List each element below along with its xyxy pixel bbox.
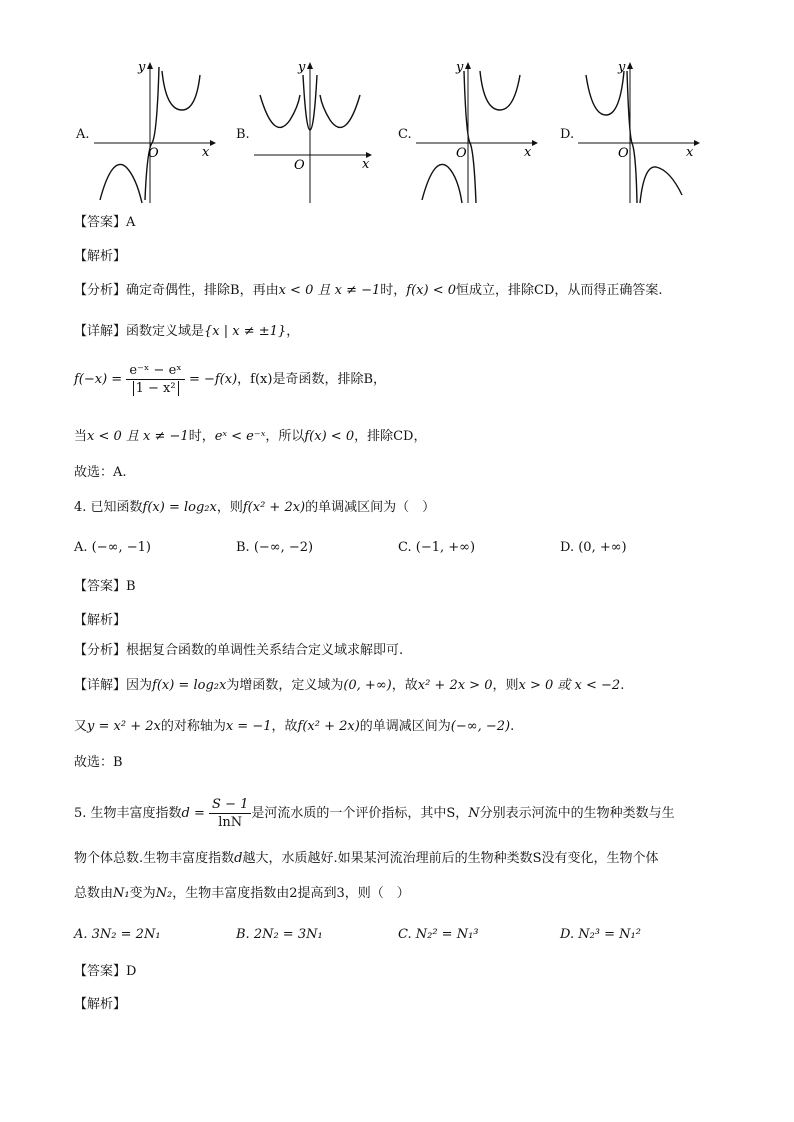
graph-b	[252, 55, 377, 205]
q5-stem-text-2: 是河流水质的一个评价指标，其中S，	[251, 806, 469, 821]
q4-stem	[74, 499, 435, 517]
q4-line2-text-1: 又	[74, 719, 88, 734]
q3-line3-text-1: 当	[74, 429, 88, 444]
q4-option-a: A. (−∞, −1)	[74, 540, 151, 555]
q5-frac-num: S − 1	[209, 796, 251, 814]
q4-answer: 【答案】B	[74, 579, 136, 594]
q5-fraction	[209, 796, 251, 831]
q4-detail-line2	[74, 718, 514, 736]
q4-line2-axis: x = −1	[225, 719, 272, 734]
graph-a-x-label: x	[202, 145, 210, 160]
q3-answer: 【答案】A	[74, 215, 136, 230]
q4-detail-text-5: .	[620, 678, 625, 693]
graph-b-x-label: x	[362, 157, 370, 172]
graph-b-y-label: y	[298, 60, 306, 75]
q5-stem-line3	[74, 885, 410, 903]
q5-frac-den: lnN	[218, 815, 243, 830]
q3-line3-cond: x < 0 且 x ≠ −1	[87, 429, 189, 444]
q3-analysis	[74, 282, 663, 300]
q5-stem-line2	[74, 850, 659, 868]
q5-option-a: A. 3N₂ = 2N₁	[74, 927, 161, 942]
q4-stem-text-1: 4. 已知函数	[74, 500, 143, 515]
q3-line3-res: f(x) < 0	[304, 429, 355, 444]
q3-frac-num: e⁻ˣ − eˣ	[126, 362, 184, 380]
q5-line3-text-3: ，生物丰富度指数由2提高到3，则（ ）	[172, 886, 410, 901]
q4-detail-text-2: 为增函数，定义域为	[226, 678, 344, 693]
q3-analysis-text-3: 恒成立，排除CD，从而得正确答案.	[456, 283, 663, 298]
q4-detail-dom: (0, +∞)	[343, 678, 392, 693]
q3-domain: {x | x ≠ ±1}	[204, 324, 287, 339]
q4-detail-line1	[74, 677, 624, 695]
q5-option-d: D. N₂³ = N₁²	[560, 927, 641, 942]
q4-option-d: D. (0, +∞)	[560, 540, 627, 555]
q4-detail-f: f(x) = log₂x	[152, 678, 227, 693]
q5-line2-text-1: 物个体总数.生物丰富度指数	[74, 851, 235, 866]
q5-jiexi: 【解析】	[74, 997, 127, 1012]
q4-line2-text-4: 的单调减区间为	[359, 719, 451, 734]
graph-d	[576, 55, 701, 205]
q5-line3-text-1: 总数由	[74, 886, 114, 901]
q4-option-b: B. (−∞, −2)	[236, 540, 314, 555]
q4-stem-text-3: 的单调减区间为（ ）	[305, 500, 436, 515]
q5-option-b: B. 2N₂ = 3N₁	[236, 927, 323, 942]
q3-line3-text-3: ，所以	[265, 429, 305, 444]
q4-stem-text-2: ，则	[216, 500, 243, 515]
q3-frac-den: 1 − x²	[133, 381, 179, 396]
graph-b-origin: O	[294, 158, 305, 173]
q4-line2-y: y = x² + 2x	[87, 719, 161, 734]
q4-detail-text-1: 【详解】因为	[74, 678, 153, 693]
q4-line2-g: f(x² + 2x)	[297, 719, 360, 734]
graph-d-y-label: y	[618, 60, 626, 75]
graph-d-x-label: x	[686, 145, 694, 160]
q4-line2-text-2: 的对称轴为	[160, 719, 226, 734]
q3-analysis-ineq: f(x) < 0	[406, 283, 456, 298]
q4-line2-text-5: .	[510, 719, 515, 734]
q3-analysis-cond: x < 0 且 x ≠ −1	[278, 283, 381, 298]
q3-analysis-tag: 【分析】	[74, 283, 127, 298]
q4-detail-text-4: ，则	[492, 678, 519, 693]
q3-detail-tag: 【详解】	[74, 324, 127, 339]
q5-answer: 【答案】D	[74, 964, 137, 979]
q3-line3	[74, 428, 426, 446]
q3-formula-line	[74, 360, 386, 400]
q3-jiexi: 【解析】	[74, 249, 127, 264]
q4-stem-g: f(x² + 2x)	[242, 500, 306, 515]
graph-a-origin: O	[148, 146, 159, 161]
q5-line3-text-2: 变为	[129, 886, 156, 901]
q5-stem-line1	[74, 794, 675, 834]
q3-analysis-text-1: 确定奇偶性，排除B，再由	[126, 283, 279, 298]
q5-line2-d: d	[234, 851, 243, 866]
q3-detail-line1	[74, 323, 299, 341]
q3-detail-text-end: ，	[286, 324, 300, 339]
q4-stem-f: f(x) = log₂x	[142, 500, 217, 515]
q5-N: N	[468, 806, 480, 821]
q3-f-rhs: = −f(x)	[188, 372, 238, 387]
graph-a-label: A.	[76, 127, 90, 142]
q5-option-c: C. N₂² = N₁³	[398, 927, 479, 942]
graph-d-origin: O	[618, 146, 629, 161]
q3-analysis-text-2: 时，	[380, 283, 407, 298]
q3-line3-text-2: 时，	[188, 429, 215, 444]
q5-N1: N₁	[113, 886, 130, 901]
q4-line2-int: (−∞, −2)	[450, 719, 511, 734]
q5-N2: N₂	[155, 886, 173, 901]
graph-c	[414, 55, 539, 205]
q3-f-lhs: f(−x) =	[74, 372, 123, 387]
q4-analysis: 【分析】根据复合函数的单调性关系结合定义域求解即可.	[74, 643, 404, 658]
graph-a-y-label: y	[138, 60, 146, 75]
q5-stem-text-3: 分别表示河流中的生物种类数与生	[479, 806, 675, 821]
q3-f-text: ，f(x)是奇函数，排除B，	[237, 372, 386, 387]
q4-option-c: C. (−1, +∞)	[398, 540, 476, 555]
graph-c-label: C.	[398, 127, 412, 142]
q4-detail-text-3: ，故	[391, 678, 418, 693]
q3-choose: 故选：A.	[74, 465, 127, 480]
q5-line2-text-2: 越大，水质越好.如果某河流治理前后的生物种类数S没有变化，生物个体	[242, 851, 659, 866]
q4-jiexi: 【解析】	[74, 613, 127, 628]
graph-b-label: B.	[236, 127, 250, 142]
q3-line3-ineq: eˣ < e⁻ˣ	[214, 429, 266, 444]
answer-graphs	[0, 55, 794, 205]
q5-stem-text-1: 5. 生物丰富度指数	[74, 806, 182, 821]
graph-c-origin: O	[456, 146, 467, 161]
graph-d-label: D.	[560, 127, 575, 142]
graph-c-y-label: y	[456, 60, 464, 75]
q3-fraction	[126, 362, 184, 397]
q5-d-lhs: d =	[181, 806, 205, 821]
q4-detail-ineq: x² + 2x > 0	[417, 678, 493, 693]
q3-line3-text-4: ，排除CD，	[354, 429, 427, 444]
q4-detail-res: x > 0 或 x < −2	[518, 678, 621, 693]
q4-line2-text-3: ，故	[271, 719, 298, 734]
q3-detail-text-1: 函数定义域是	[126, 324, 205, 339]
graph-c-x-label: x	[524, 145, 532, 160]
graph-a	[92, 55, 217, 205]
q4-choose: 故选：B	[74, 755, 123, 770]
